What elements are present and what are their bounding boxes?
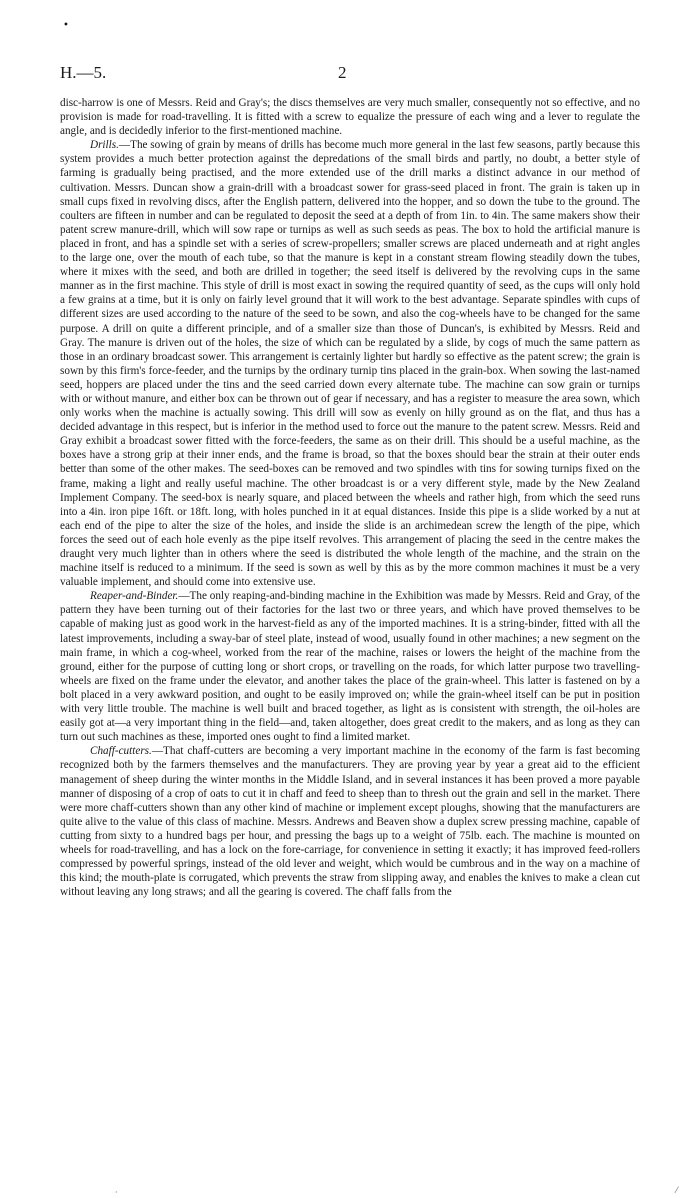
paragraph-text: —That chaff-cutters are becoming a very important machine in the economy of the farm is fast becoming recognized both by the farmers themselves and the manufacturers. They are proving year by year a great aid to the efficient management of sheep during the winter months in the Middle Island, and in several instances it has been proved a more payable manner of disposing of a crop of oats to cut it in chaff and feed to sheep than to thresh out the grain and sell in the market. There were more chaff-cutters shown than any other kind of machine or implement except ploughs, showing that the manufacturers are quite alive to the value of this class of machine. Messrs. Andrews and Beaven show a duplex screw pressing machine, capable of cutting from sixty to a hundred bags per hour, and pressing the bags up to a weight of 75lb. each. The machine is mounted on wheels for road-travelling, and has a lock on the fore-carriage, for convenience in setting it exactly; it has improved feed-rollers compressed by powerful springs, instead of the old lever and weight, which would be cumbrous and in the way on a machine of this kind; the mouth-plate is corrugated, which prevents the straw from slipping away, and enables the knives to make a clean cut without leaving any long straws; and all the gearing is covered. The chaff falls from the <box>60 745 640 899</box>
footer-mark: · <box>115 1188 118 1197</box>
paragraph-chaff-cutters <box>60 744 640 899</box>
section-heading-chaff-cutters: Chaff-cutters. <box>90 745 152 758</box>
paragraph-drills <box>60 138 640 589</box>
section-heading-drills: Drills. <box>90 139 119 152</box>
paragraph-reaper-and-binder <box>60 589 640 744</box>
paragraph-disc-harrow <box>60 96 640 138</box>
page-header <box>60 63 640 87</box>
body-text <box>60 96 640 899</box>
section-heading-reaper-and-binder: Reaper-and-Binder. <box>90 590 179 603</box>
paragraph-text: —The sowing of grain by means of drills has become much more general in the last few seasons, partly because this system provides a much better protection against the depredations of the small birds and partly, no doubt, a better style of farming is gradually being practised, and the more extended use of the drill marks a distinct advance in our method of cultivation. Messrs. Duncan show a grain-drill with a broadcast sower for grass-seed placed in front. The grain is taken up in small cups fixed in revolving discs, after the English pattern, delivered into the hopper, and so down the tube to the ground. The coulters are fifteen in number and can be regulated to deposit the seed at a depth of from 1in. to 4in. The same makers show their patent screw manure-drill, which will sow rape or turnips as well as such seeds as peas. The box to hold the artificial manure is placed in front, and has a spindle set with a series of screw-propellers; smaller screws are placed underneath and at right angles to the large one, over the mouth of each tube, so that the manure is kept in a constant stream flowing steadily down the tubes, where it mixes with the seed, and both are drilled in together; the seed itself is delivered by the revolving cups in the same manner as in the first machine. This style of drill is most exact in sowing the required quantity of seed, as the cups will only hold a few grains at a time, but it is only on fairly level ground that it will work to the best advantage. Separate spindles with cups of different sizes are used according to the nature of the seed to be sown, and also the cog-wheels have to be changed for the same purpose. A drill on quite a different principle, and of a smaller size than those of Duncan's, is exhibited by Messrs. Reid and Gray. The manure is driven out of the holes, the size of which can be regulated by a slide, by cogs of much the same pattern as those in an ordinary broadcast sower. This arrangement is certainly lighter but hardly so effective as the patent screw; the grain is sown by this firm's force-feeder, and the turnips by the ordinary turnip tins placed in the grain-box. When sowing the last-named seed, hoppers are placed under the tins and the seed carried down every alternate tube. The machine can sow grain or turnips with or without manure, and either box can be thrown out of gear if necessary, and has a register to measure the area sown, which only works when the machine is actually sowing. This drill will sow as evenly on hilly ground as on the flat, and thus has a decided advantage in this respect, but is inferior in the method used to force out the manure to the patent screw. Messrs. Reid and Gray exhibit a broadcast sower fitted with the force-feeders, the same as on their drill. This should be a useful machine, as the boxes have a strong grip at their inner ends, and the frame is broad, so that the boxes should bear the strain at their outer ends better than some of the other makes. The seed-boxes can be removed and two spindles with tins for sowing turnips fixed on the frame, making a light and really useful machine. The other broadcast is or a very different style, made by the New Zealand Implement Company. The seed-box is nearly square, and placed between the wheels and rather high, from which the seed runs into a 4in. iron pipe 16ft. or 18ft. long, with holes punched in it at equal distances. Inside this pipe is a slide worked by a nut at each end of the pipe to alter the size of the holes, and inside the slide is an archimedean screw the length of the pipe, which forces the seed out of each hole evenly as the pipe itself revolves. This arrangement of placing the seed in the centre makes the draught very much lighter than in others where the seed is distributed the whole length of the machine, and the strain on the machine itself is reduced to a minimum. If the seed is sown as well by this as by the more common machines it must be a very valuable implement, and should come into extensive use. <box>60 139 640 589</box>
page-number: 2 <box>338 63 347 82</box>
document-id: H.—5. <box>60 63 107 82</box>
corner-mark: ⁄ <box>676 1186 678 1195</box>
paragraph-text: —The only reaping-and-binding machine in the Exhibition was made by Messrs. Reid and Gray, of the pattern they have been turning out of their factories for the last two or three years, and which have proved themselves to be capable of making just as good work in the harvest-field as any of the imported machines. It is a string-binder, fitted with all the latest improvements, including a sway-bar of steel plate, instead of wood, usually found in other machines; a new segment on the main frame, in which a cog-wheel, worked from the rear of the machine, raises or lowers the height of the machine from the ground, either for the purpose of cutting long or short crops, or travelling on the roads, for which latter purpose two travelling-wheels are fixed on the frame under the elevator, and another takes the place of the grain-wheel. This latter is fastened on by a bolt placed in a very awkward position, and ought to be easily improved on; while the grain-wheel itself can be put in position with very little trouble. The machine is well built and braced together, as light as is consistent with strength, the oil-holes are easily got at—a very important thing in the field—and, taken altogether, does great credit to the makers, and as long as they can turn out such machines as these, imported ones ought to find a limited market. <box>60 590 640 744</box>
top-mark: • <box>63 20 69 31</box>
paragraph-text: disc-harrow is one of Messrs. Reid and Gray's; the discs themselves are very much smaller, consequently not so effective, and no provision is made for road-travelling. It is fitted with a screw to equalize the pressure of each wing and a lever to regulate the angle, and is decidedly inferior to the first-mentioned machine. <box>60 97 640 138</box>
